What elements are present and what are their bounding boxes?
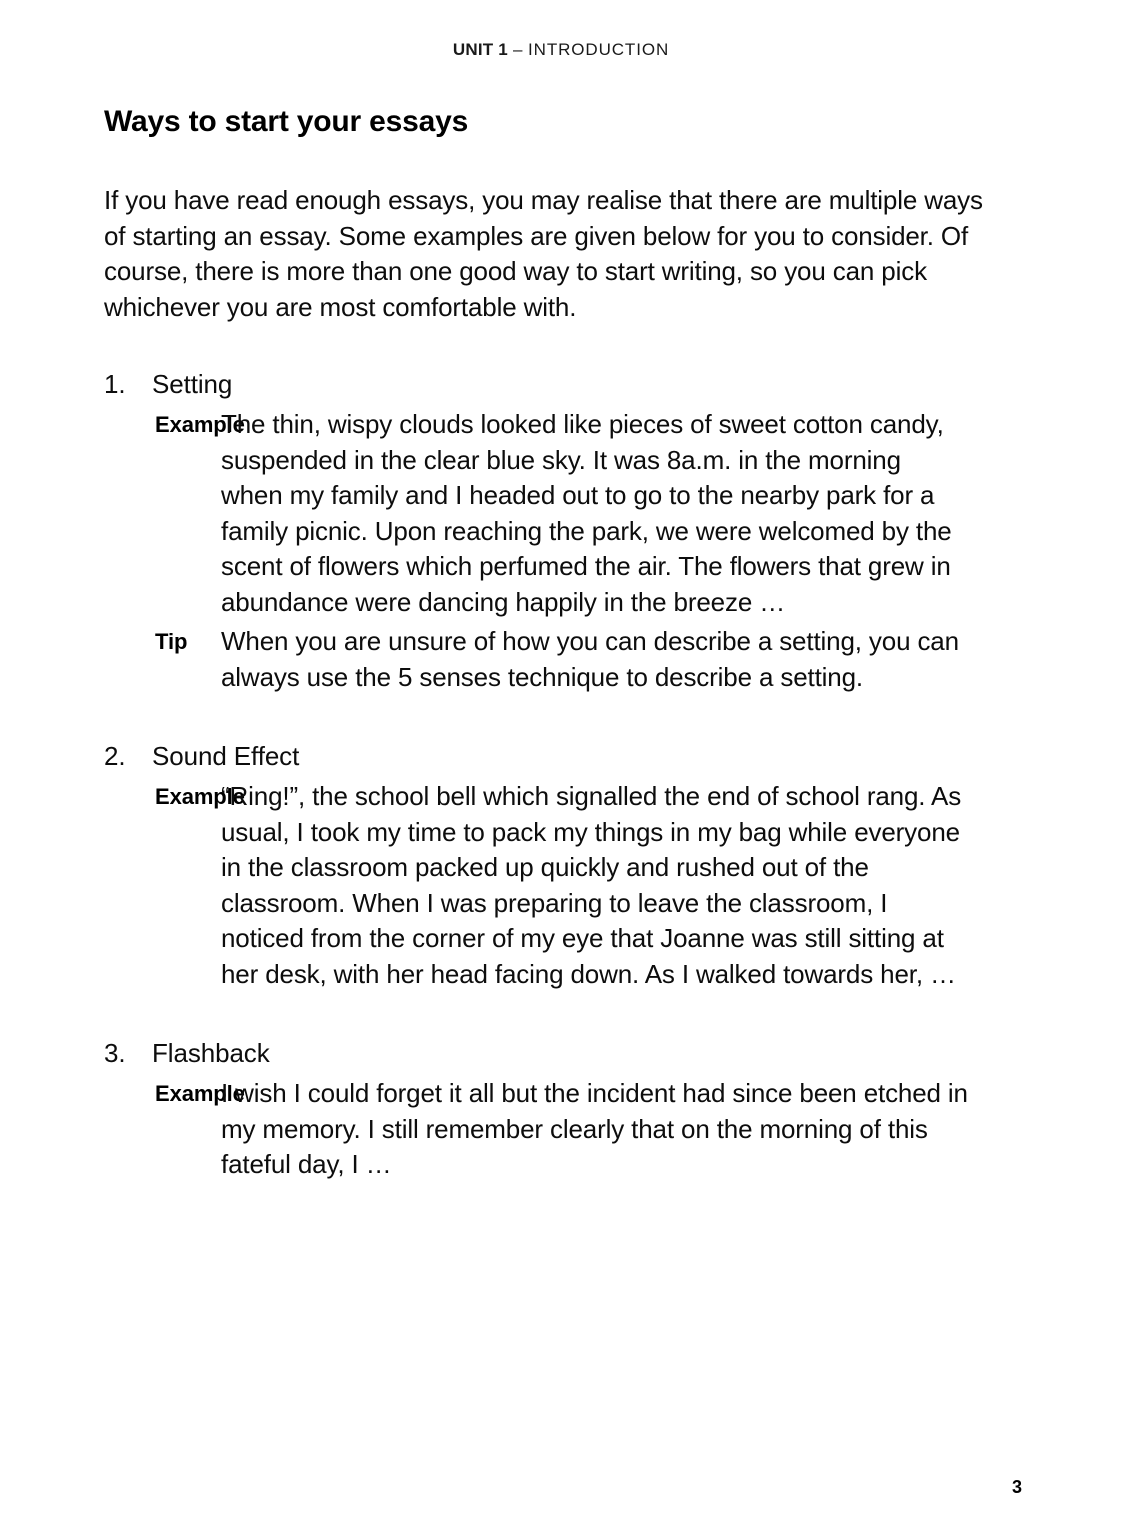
page-number: 3: [1011, 1477, 1022, 1497]
running-header-section: INTRODUCTION: [528, 40, 670, 59]
list-item-title: Setting: [152, 369, 233, 399]
detail-text: When you are unsure of how you can describe a setting, you can always use the 5 senses technique to describe a setting.: [221, 626, 959, 692]
running-header-unit: UNIT 1: [452, 40, 508, 59]
list-item: [104, 367, 1016, 695]
list-item: [104, 1036, 1016, 1183]
detail-text: I wish I could forget it all but the incident had since been etched in my memory. I still remember clearly that on the morning of this fateful day, I …: [221, 1078, 968, 1179]
detail-row: [104, 624, 1016, 695]
list-item-number: 3.: [104, 1038, 126, 1068]
list-item-heading: [104, 739, 1016, 774]
detail-row: [104, 779, 1016, 992]
detail-label: Example: [155, 1081, 245, 1106]
running-header: [0, 40, 1122, 60]
detail-label: Example: [155, 784, 245, 809]
intro-paragraph: If you have read enough essays, you may realise that there are multiple ways of starting an essay. Some examples are given below for you to consider. Of course, there is more than one good way to start writing, so you can pick whichever you are most comfortable with.: [104, 185, 983, 322]
list-item-heading: [104, 367, 1016, 402]
list-item-number: 2.: [104, 741, 126, 771]
detail-row: [104, 407, 1016, 620]
list-item-number: 1.: [104, 369, 126, 399]
list-item-title: Flashback: [152, 1038, 270, 1068]
detail-label: Tip: [155, 629, 188, 654]
detail-label: Example: [155, 412, 245, 437]
running-header-separator: –: [507, 40, 529, 59]
list-item-heading: [104, 1036, 1016, 1071]
list-item-title: Sound Effect: [152, 741, 300, 771]
document-content: [104, 104, 1016, 1183]
page-title: Ways to start your essays: [104, 105, 469, 138]
detail-text: “Ring!”, the school bell which signalled the end of school rang. As usual, I took my time to pack my things in my bag while everyone in the classroom packed up quickly and rushed out of the classroom. When I was preparing to leave the classroom, I noticed from the corner of my eye that Joanne was still sitting at her desk, with her head facing down. As I walked towards her, …: [221, 781, 962, 989]
detail-row: [104, 1076, 1016, 1183]
detail-text: The thin, wispy clouds looked like pieces of sweet cotton candy, suspended in the clear blue sky. It was 8a.m. in the morning when my family and I headed out to go to the nearby park for a family picnic. Upon reaching the park, we were welcomed by the scent of flowers which perfumed the air. The flowers that grew in abundance were dancing happily in the breeze …: [221, 409, 952, 617]
list-item: [104, 739, 1016, 992]
ways-list: [104, 367, 1016, 1183]
